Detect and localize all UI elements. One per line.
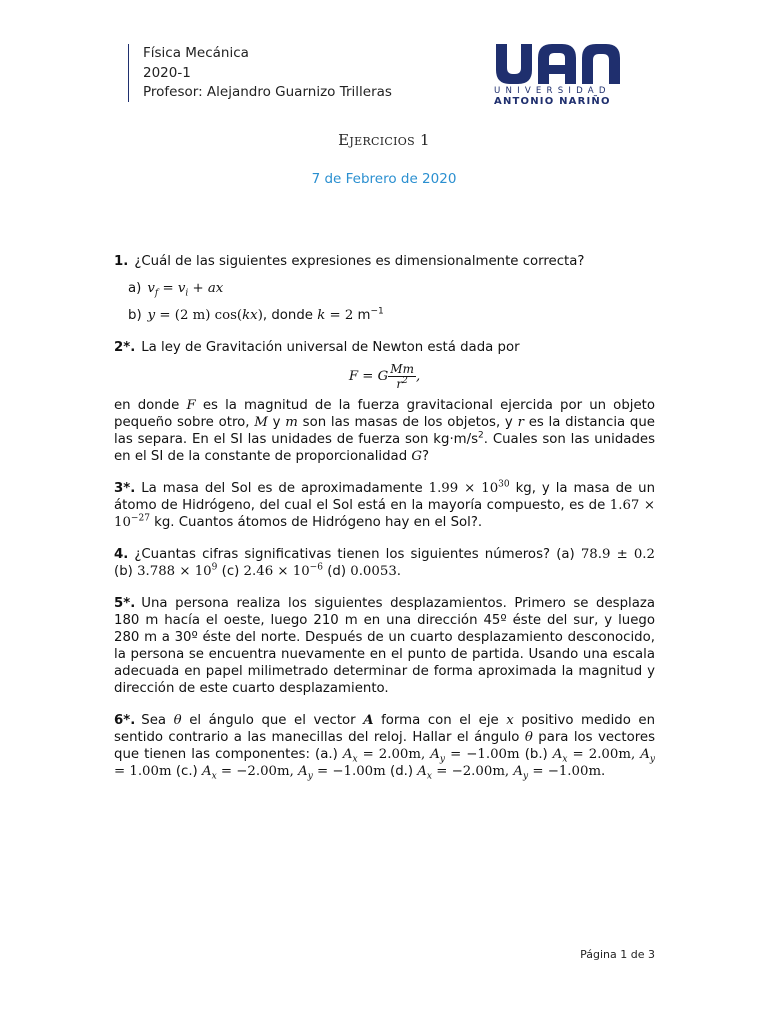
professor-name: Profesor: Alejandro Guarnizo Trilleras <box>143 84 392 100</box>
page-date: 7 de Febrero de 2020 <box>311 171 457 187</box>
question-number: 1. <box>114 254 129 269</box>
logo-line-universidad: UNIVERSIDAD <box>494 86 611 96</box>
question-4: 4. ¿Cuantas cifras significativas tienen los siguientes números? (a) 78.9 ± 0.2 (b) $3.788 \times 10^9$ (c) $2.46 \times 10^{-6}$ (d) 0.0053. <box>114 547 655 579</box>
question-number: 5*. <box>114 596 136 611</box>
page-footer: Página 1 de 3 <box>580 948 655 961</box>
course-header <box>128 44 392 102</box>
question-2 <box>114 339 655 465</box>
question-number: 4. <box>114 547 129 562</box>
question-1 <box>114 253 655 324</box>
course-name: Física Mecánica <box>143 45 249 61</box>
option-label: a) <box>128 281 142 296</box>
gravitation-formula: F = G $\frac{Mm}{r^2}$ , <box>348 362 421 391</box>
course-term: 2020-1 <box>143 64 191 81</box>
question-number: 6*. <box>114 713 136 728</box>
university-logo <box>494 44 636 107</box>
uan-logo-mark <box>494 44 636 84</box>
question-text: La ley de Gravitación universal de Newton está dada por <box>141 340 520 355</box>
option-b: b) y = (2 m) cos(kx), donde k = 2 $m^{-1}$ <box>128 306 384 323</box>
logo-line-antonio-narino: ANTONIO NARIÑO <box>494 96 611 107</box>
question-6: 6*. Sea θ el ángulo que el vector A forma con el eje x positivo medido en sentido contrario a las manecillas del reloj. Hallar el ángulo θ para los vectores que tienen las componentes: (a.) $A_x = 2.00m$, $A_y = -1.00m$ (b.) $A_x = 2.00m$, $A_y = 1.00m$ (c.) $A_x = -2.00m$, $A_y = -1.00m$ (d.) $A_x = -2.00m$, $A_y = -1.00m$. <box>114 713 656 782</box>
question-body: en donde F es la magnitud de la fuerza gravitacional ejercida por un objeto pequeño sobre otro, M y m son las masas de los objetos, y r es la distancia que las separa. En el SI las unidades de fuerza son $kg\cdot m/s^2$. Cuales son las unidades en el SI de la constante de proporcionalidad G? <box>114 398 655 464</box>
question-5 <box>114 595 655 697</box>
option-b-note: , donde <box>262 308 313 323</box>
question-number: 3*. <box>114 481 136 496</box>
option-a: a) $v_f = v_i$ + ax <box>128 281 224 299</box>
exercise-list <box>114 253 655 795</box>
question-number: 2*. <box>114 340 136 355</box>
question-text: Una persona realiza los siguientes desplazamientos. Primero se desplaza 180 m hacía el oeste, luego 210 m en una dirección 45º éste del sur, y luego 280 m a 30º éste del norte. Después de un cuarto desplazamiento desconocido, la persona se encuentra nuevamente en el punto de partida. Usando una escala adecuada en papel milimetrado determinar de forma aproximada la magnitud y dirección de este cuarto desplazamiento. <box>114 596 655 696</box>
question-3: 3*. La masa del Sol es de aproximadamente $1.99 \times 10^{30}$ kg, y la masa de un átomo de Hidrógeno, del cual el Sol está en la mayoría compuesto, es de $1.67 \times 10^{-27}$ kg. Cuantos átomos de Hidrógeno hay en el Sol?. <box>114 479 656 530</box>
option-label: b) <box>128 308 142 323</box>
question-text: ¿Cuál de las siguientes expresiones es dimensionalmente correcta? <box>134 254 585 269</box>
page-title: Ejercicios 1 <box>338 131 430 149</box>
